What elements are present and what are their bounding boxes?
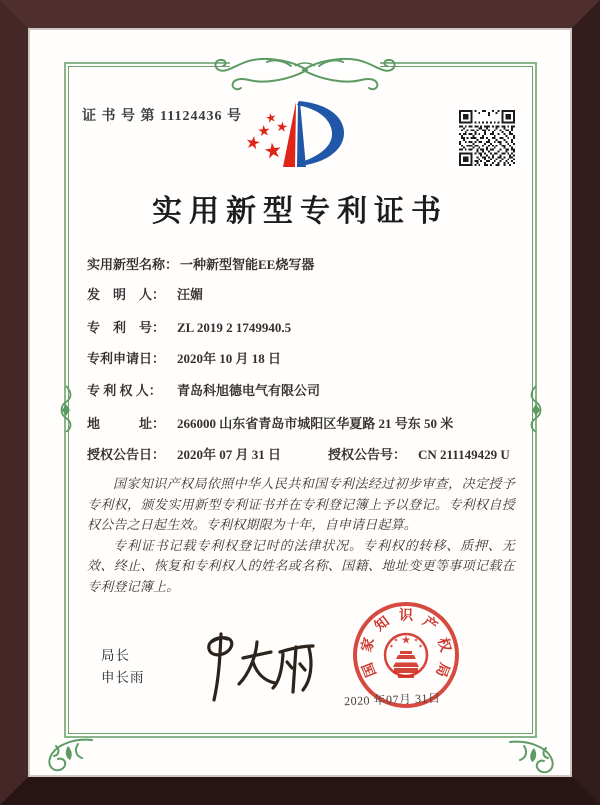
director-signature: [183, 630, 315, 704]
field-label: 实用新型名称：: [87, 257, 179, 272]
seal-char: 局: [432, 660, 452, 679]
legal-text: [87, 474, 515, 598]
right-border-ornament: [524, 384, 548, 432]
field-row-patent-number: [87, 317, 527, 336]
field-value: CN 211149429 U: [418, 447, 510, 462]
director-block: [101, 645, 145, 689]
field-label: 授权公告号：: [328, 447, 407, 462]
field-label: 授权公告日：: [87, 447, 166, 462]
field-value: 266000 山东省青岛市城阳区华夏路 21 号东 50 米: [177, 416, 454, 431]
seal-date: 2020 年07月 31日: [343, 690, 441, 709]
field-label: 专利申请日：: [87, 351, 166, 366]
field-label: 地 址：: [87, 416, 166, 431]
field-label: 专 利 号：: [87, 320, 166, 335]
seal-char: 识: [399, 609, 413, 624]
field-row-address: [87, 413, 527, 432]
seal-char: 知: [372, 614, 393, 635]
seal-char: 权: [434, 636, 453, 654]
field-row-grant-number: [328, 444, 510, 463]
field-label: 发 明 人：: [87, 287, 166, 302]
field-value: 一种新型智能EE烧写器: [180, 257, 315, 272]
legal-paragraph-1: 国家知识产权局依照中华人民共和国专利法经过初步审查，决定授予专利权，颁发实用新型专利证书并在专利登记簿上予以登记。专利权自授权公告之日起生效。专利权期限为十年，自申请日起算。: [87, 476, 515, 533]
certificate-title: 实用新型专利证书: [152, 195, 448, 228]
seal-char: 国: [360, 660, 380, 679]
legal-paragraph-2: 专利证书记载专利权登记时的法律状况。专利权的转移、质押、无效、终止、恢复和专利权人的姓名或名称、国籍、地址变更等事项记载在专利登记簿上。: [87, 537, 515, 594]
field-value: ZL 2019 2 1749940.5: [177, 320, 292, 335]
director-name: 申长雨: [101, 670, 145, 685]
director-title: 局长: [101, 648, 130, 663]
qr-code: [459, 110, 515, 166]
field-row-grant: [87, 444, 527, 463]
field-label: 专 利 权 人：: [87, 383, 162, 398]
bottom-right-sprig-ornament: [508, 738, 560, 778]
seal-char: 家: [359, 636, 378, 654]
national-emblem-icon: [383, 628, 429, 680]
top-flourish-ornament: [195, 46, 415, 94]
field-row-patentee: [87, 380, 527, 399]
field-row-utility-model-name: [87, 254, 527, 273]
certificate-number: 证 书 号 第 11124436 号: [82, 109, 242, 124]
field-value: 2020年 10 月 18 日: [177, 351, 282, 366]
field-value: 2020年 07 月 31 日: [177, 447, 282, 462]
field-value: 青岛科旭德电气有限公司: [177, 383, 321, 398]
seal-char: 产: [419, 614, 440, 635]
field-row-inventor: [87, 284, 527, 303]
field-value: 汪媚: [177, 287, 204, 302]
cnipa-logo: [240, 92, 370, 174]
left-border-ornament: [54, 384, 78, 432]
field-row-filing-date: [87, 348, 527, 367]
bottom-left-sprig-ornament: [42, 736, 94, 776]
